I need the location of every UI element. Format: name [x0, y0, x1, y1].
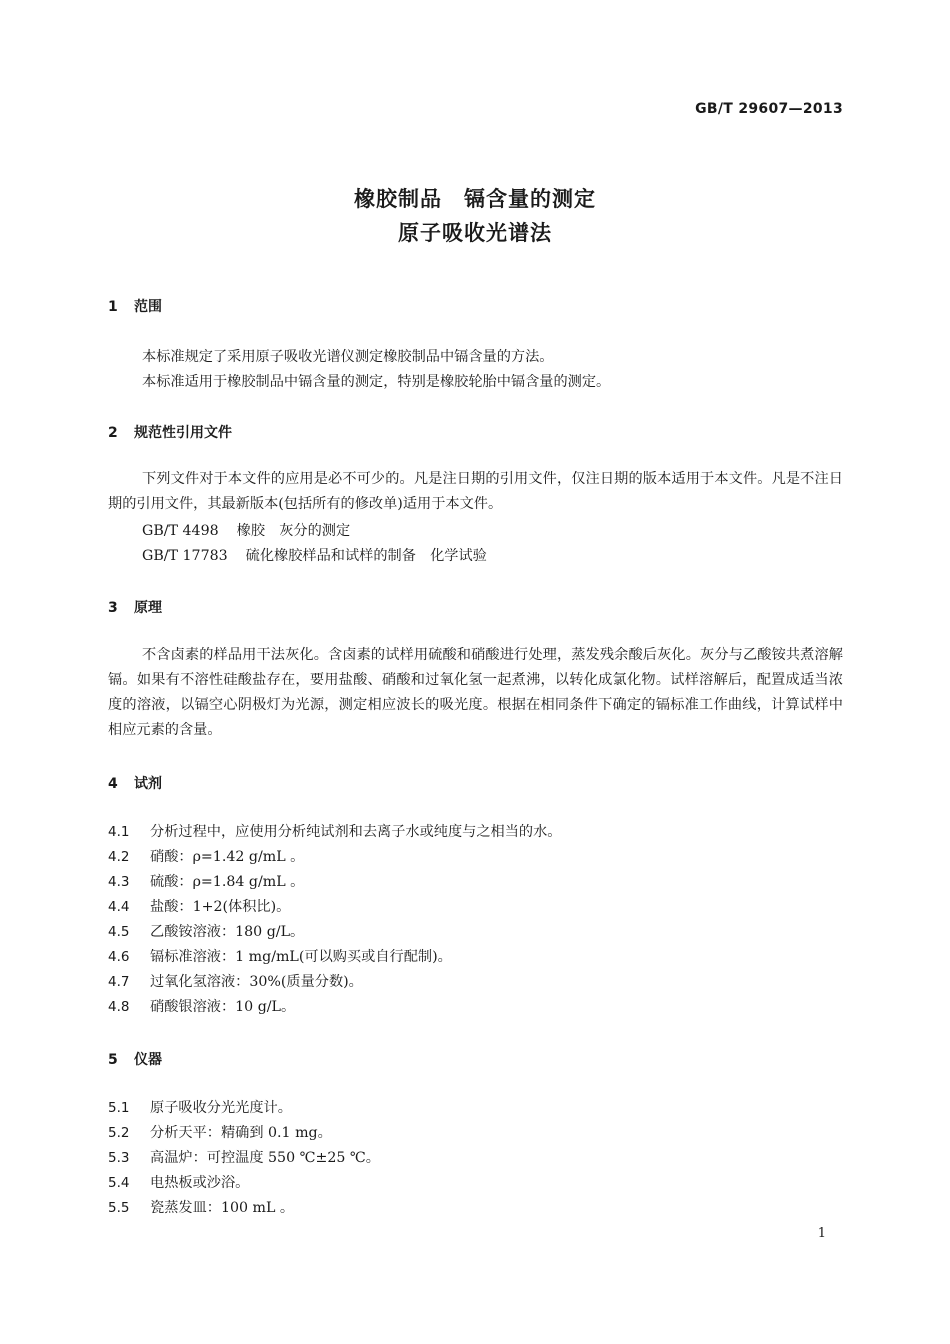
item-text: 过氧化氢溶液：30%(质量分数)。 [150, 974, 363, 990]
section-title: 规范性引用文件 [134, 425, 232, 441]
item-text: 高温炉：可控温度 550 ℃±25 ℃。 [150, 1150, 380, 1166]
reagent-item [108, 896, 290, 916]
item-text: 镉标准溶液：1 mg/mL(可以购买或自行配制)。 [150, 949, 452, 965]
item-text: 硫酸：ρ=1.84 g/mL 。 [150, 874, 305, 890]
section-number: 3 [108, 600, 118, 616]
item-text: 硝酸：ρ=1.42 g/mL 。 [150, 849, 305, 865]
apparatus-item [108, 1172, 249, 1192]
document-title-line-1: 橡胶制品 镉含量的测定 [354, 187, 596, 211]
item-number: 5.3 [108, 1150, 130, 1166]
section-number: 5 [108, 1052, 118, 1068]
reagent-item [108, 921, 304, 941]
item-text: 分析天平：精确到 0.1 mg。 [150, 1125, 332, 1141]
reagent-item [108, 946, 452, 966]
item-number: 4.3 [108, 874, 130, 890]
item-number: 5.4 [108, 1175, 130, 1191]
item-text: 分析过程中，应使用分析纯试剂和去离子水或纯度与之相当的水。 [150, 824, 562, 840]
principle-paragraph: 不含卤素的样品用干法灰化。含卤素的试样用硫酸和硝酸进行处理，蒸发残余酸后灰化。灰分与乙酸铵共煮溶解镉。如果有不溶性硅酸盐存在，要用盐酸、硝酸和过氧化氢一起煮沸，以转化成氯化物。试样溶解后，配置成适当浓度的溶液，以镉空心阴极灯为光源，测定相应波长的吸光度。根据在相同条件下确定的镉标准工作曲线，计算试样中相应元素的含量。 [108, 647, 843, 738]
section-number: 4 [108, 776, 118, 792]
reagent-item [108, 821, 561, 841]
reagent-item [108, 996, 295, 1016]
reference-title: 橡胶 灰分的测定 [236, 523, 351, 539]
item-number: 4.8 [108, 999, 130, 1015]
section-number: 1 [108, 299, 118, 315]
section-heading-principle [108, 597, 162, 617]
reference-title: 硫化橡胶样品和试样的制备 化学试验 [245, 548, 487, 564]
section-heading-scope [108, 296, 162, 316]
item-text: 盐酸：1+2(体积比)。 [150, 899, 291, 915]
apparatus-item [108, 1097, 292, 1117]
section-heading-reagents [108, 773, 162, 793]
item-number: 5.1 [108, 1100, 130, 1116]
item-number: 4.2 [108, 849, 130, 865]
apparatus-item [108, 1147, 380, 1167]
references-intro-paragraph: 下列文件对于本文件的应用是必不可少的。凡是注日期的引用文件，仅注日期的版本适用于本文件。凡是不注日期的引用文件，其最新版本(包括所有的修改单)适用于本文件。 [108, 471, 843, 512]
item-number: 4.4 [108, 899, 130, 915]
reagent-item [108, 846, 304, 866]
item-number: 4.1 [108, 824, 130, 840]
section-title: 试剂 [134, 776, 162, 792]
item-text: 原子吸收分光光度计。 [150, 1100, 292, 1116]
reference-item [142, 545, 487, 565]
item-number: 4.5 [108, 924, 130, 940]
item-text: 硝酸银溶液：10 g/L。 [150, 999, 296, 1015]
reagent-item [108, 871, 304, 891]
item-text: 瓷蒸发皿：100 mL 。 [150, 1200, 295, 1216]
apparatus-item [108, 1122, 332, 1142]
document-title-line-2: 原子吸收光谱法 [398, 221, 552, 245]
item-text: 电热板或沙浴。 [150, 1175, 250, 1191]
item-text: 乙酸铵溶液：180 g/L。 [150, 924, 305, 940]
section-title: 仪器 [134, 1052, 162, 1068]
section-heading-apparatus [108, 1049, 162, 1069]
apparatus-item [108, 1197, 294, 1217]
item-number: 4.6 [108, 949, 130, 965]
reference-item [142, 520, 350, 540]
section-heading-normative-references [108, 422, 232, 442]
section-title: 原理 [134, 600, 162, 616]
section-title: 范围 [134, 299, 162, 315]
reference-code: GB/T 4498 [142, 523, 219, 539]
item-number: 5.5 [108, 1200, 130, 1216]
reagent-item [108, 971, 363, 991]
item-number: 4.7 [108, 974, 130, 990]
item-number: 5.2 [108, 1125, 130, 1141]
section-number: 2 [108, 425, 118, 441]
scope-paragraph-2: 本标准适用于橡胶制品中镉含量的测定，特别是橡胶轮胎中镉含量的测定。 [142, 374, 611, 390]
standard-code: GB/T 29607—2013 [695, 101, 843, 117]
reference-code: GB/T 17783 [142, 548, 228, 564]
scope-paragraph-1: 本标准规定了采用原子吸收光谱仪测定橡胶制品中镉含量的方法。 [142, 349, 554, 365]
page-number: 1 [817, 1226, 826, 1241]
